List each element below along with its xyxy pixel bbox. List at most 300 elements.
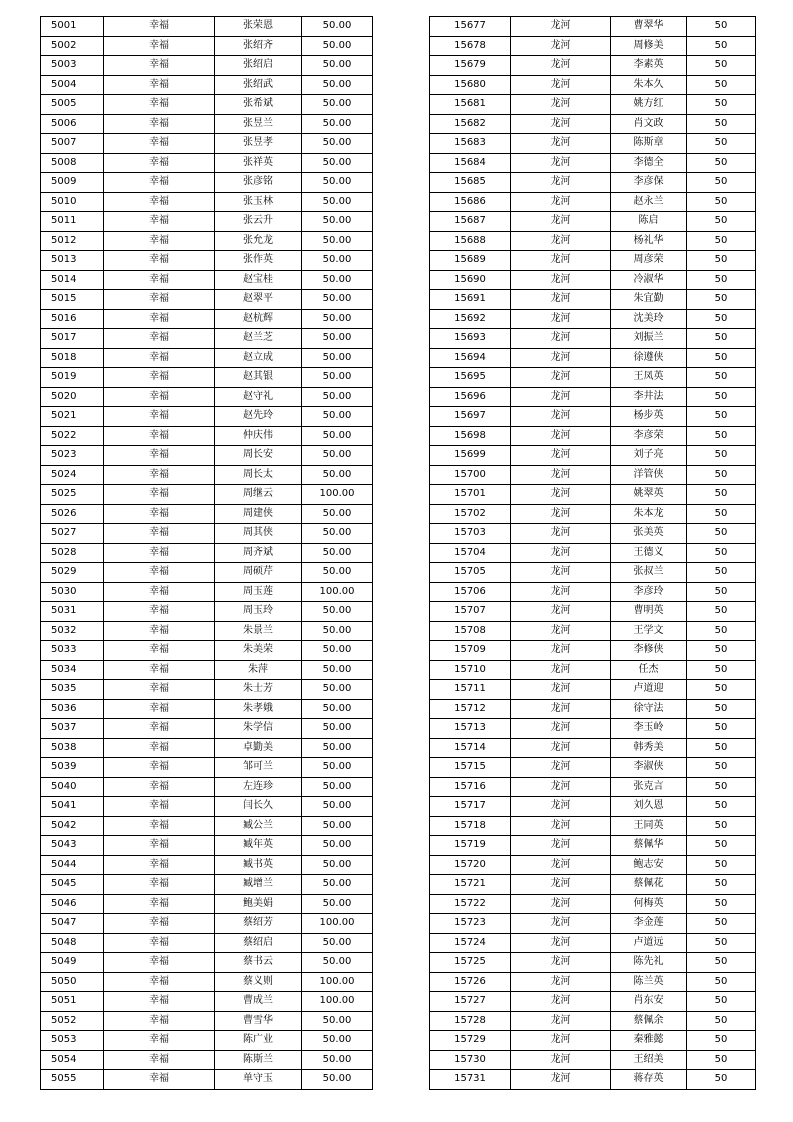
cell-region: 幸福 — [104, 543, 215, 563]
cell-id: 15687 — [430, 212, 511, 232]
table-row — [41, 407, 373, 427]
cell-region: 幸福 — [104, 348, 215, 368]
cell-region: 幸福 — [104, 387, 215, 407]
cell-name: 杨步英 — [611, 407, 687, 427]
cell-id: 5008 — [41, 153, 104, 173]
cell-name: 李井法 — [611, 387, 687, 407]
cell-amount: 50 — [687, 719, 756, 739]
cell-amount: 50 — [687, 504, 756, 524]
cell-id: 15693 — [430, 329, 511, 349]
cell-id: 5049 — [41, 953, 104, 973]
cell-name: 肖东安 — [611, 992, 687, 1012]
cell-name: 杨礼华 — [611, 231, 687, 251]
cell-amount: 50.00 — [302, 875, 373, 895]
cell-name: 蒋存英 — [611, 1070, 687, 1090]
cell-id: 5032 — [41, 621, 104, 641]
table-row — [430, 933, 756, 953]
cell-region: 龙河 — [511, 1031, 611, 1051]
cell-region: 幸福 — [104, 17, 215, 37]
cell-amount: 50 — [687, 348, 756, 368]
table-row — [41, 875, 373, 895]
cell-region: 龙河 — [511, 953, 611, 973]
cell-amount: 50.00 — [302, 836, 373, 856]
table-row — [41, 777, 373, 797]
cell-region: 龙河 — [511, 212, 611, 232]
cell-name: 朱萍 — [215, 660, 302, 680]
cell-id: 15684 — [430, 153, 511, 173]
cell-name: 李素英 — [611, 56, 687, 76]
table-row — [41, 758, 373, 778]
cell-name: 邹可兰 — [215, 758, 302, 778]
cell-region: 幸福 — [104, 582, 215, 602]
cell-region: 龙河 — [511, 114, 611, 134]
cell-amount: 50 — [687, 543, 756, 563]
cell-region: 幸福 — [104, 114, 215, 134]
table-row — [430, 407, 756, 427]
table-row — [41, 1070, 373, 1090]
cell-name: 周玉莲 — [215, 582, 302, 602]
cell-name: 赵兰芝 — [215, 329, 302, 349]
cell-name: 张玉林 — [215, 192, 302, 212]
cell-region: 龙河 — [511, 173, 611, 193]
cell-amount: 50.00 — [302, 114, 373, 134]
cell-amount: 50 — [687, 563, 756, 583]
cell-region: 幸福 — [104, 95, 215, 115]
cell-name: 臧书英 — [215, 855, 302, 875]
cell-id: 15715 — [430, 758, 511, 778]
table-row — [41, 719, 373, 739]
table-row — [41, 914, 373, 934]
cell-amount: 50.00 — [302, 797, 373, 817]
cell-name: 卓勤美 — [215, 738, 302, 758]
cell-name: 张克言 — [611, 777, 687, 797]
cell-name: 卢道迎 — [611, 680, 687, 700]
table-row — [41, 348, 373, 368]
cell-id: 5048 — [41, 933, 104, 953]
cell-id: 15726 — [430, 972, 511, 992]
cell-id: 5044 — [41, 855, 104, 875]
cell-region: 龙河 — [511, 875, 611, 895]
cell-name: 李玉岭 — [611, 719, 687, 739]
cell-id: 15721 — [430, 875, 511, 895]
table-row — [41, 894, 373, 914]
table-row — [430, 699, 756, 719]
cell-id: 5033 — [41, 641, 104, 661]
table-row — [41, 173, 373, 193]
cell-id: 5047 — [41, 914, 104, 934]
cell-id: 5011 — [41, 212, 104, 232]
table-row — [41, 387, 373, 407]
cell-id: 15703 — [430, 524, 511, 544]
table-row — [41, 699, 373, 719]
cell-name: 张美英 — [611, 524, 687, 544]
cell-region: 龙河 — [511, 582, 611, 602]
cell-id: 5039 — [41, 758, 104, 778]
table-row — [430, 660, 756, 680]
cell-amount: 50 — [687, 894, 756, 914]
cell-region: 幸福 — [104, 699, 215, 719]
cell-amount: 50 — [687, 56, 756, 76]
cell-region: 幸福 — [104, 329, 215, 349]
cell-region: 幸福 — [104, 816, 215, 836]
cell-region: 幸福 — [104, 972, 215, 992]
cell-amount: 50 — [687, 855, 756, 875]
cell-id: 5004 — [41, 75, 104, 95]
cell-region: 幸福 — [104, 465, 215, 485]
cell-name: 李金莲 — [611, 914, 687, 934]
cell-id: 15690 — [430, 270, 511, 290]
cell-name: 王凤英 — [611, 368, 687, 388]
cell-amount: 50 — [687, 1070, 756, 1090]
cell-region: 幸福 — [104, 426, 215, 446]
cell-region: 龙河 — [511, 836, 611, 856]
table-row — [41, 212, 373, 232]
cell-region: 幸福 — [104, 212, 215, 232]
cell-amount: 50.00 — [302, 387, 373, 407]
table-row — [430, 153, 756, 173]
cell-region: 幸福 — [104, 446, 215, 466]
table-row — [41, 855, 373, 875]
cell-amount: 50.00 — [302, 543, 373, 563]
cell-id: 15729 — [430, 1031, 511, 1051]
cell-id: 5005 — [41, 95, 104, 115]
cell-id: 15712 — [430, 699, 511, 719]
cell-amount: 50 — [687, 153, 756, 173]
table-row — [430, 309, 756, 329]
cell-name: 曹雪华 — [215, 1011, 302, 1031]
table-row — [430, 992, 756, 1012]
table-row — [41, 1031, 373, 1051]
table-row — [41, 465, 373, 485]
cell-region: 龙河 — [511, 972, 611, 992]
table-row — [430, 368, 756, 388]
cell-id: 15696 — [430, 387, 511, 407]
cell-name: 周硕芹 — [215, 563, 302, 583]
cell-region: 龙河 — [511, 738, 611, 758]
cell-region: 龙河 — [511, 192, 611, 212]
table-row — [41, 426, 373, 446]
table-row — [430, 953, 756, 973]
cell-name: 赵守礼 — [215, 387, 302, 407]
cell-amount: 50 — [687, 758, 756, 778]
cell-amount: 50.00 — [302, 173, 373, 193]
cell-name: 赵永兰 — [611, 192, 687, 212]
cell-id: 5054 — [41, 1050, 104, 1070]
cell-amount: 50 — [687, 738, 756, 758]
cell-region: 幸福 — [104, 1031, 215, 1051]
cell-id: 15706 — [430, 582, 511, 602]
cell-id: 5046 — [41, 894, 104, 914]
table-row — [41, 114, 373, 134]
cell-name: 张荣恩 — [215, 17, 302, 37]
cell-id: 15679 — [430, 56, 511, 76]
table-row — [41, 1050, 373, 1070]
cell-region: 幸福 — [104, 1011, 215, 1031]
cell-amount: 50 — [687, 992, 756, 1012]
cell-name: 徐遵侠 — [611, 348, 687, 368]
cell-name: 李德全 — [611, 153, 687, 173]
cell-id: 5013 — [41, 251, 104, 271]
cell-id: 5018 — [41, 348, 104, 368]
cell-id: 15707 — [430, 602, 511, 622]
cell-amount: 50 — [687, 914, 756, 934]
cell-id: 15692 — [430, 309, 511, 329]
cell-amount: 50.00 — [302, 75, 373, 95]
cell-name: 曹翠华 — [611, 17, 687, 37]
cell-region: 龙河 — [511, 290, 611, 310]
table-row — [41, 933, 373, 953]
right-table — [429, 16, 756, 1090]
cell-name: 陈广业 — [215, 1031, 302, 1051]
table-row — [430, 797, 756, 817]
cell-region: 龙河 — [511, 309, 611, 329]
cell-amount: 50.00 — [302, 134, 373, 154]
cell-amount: 50 — [687, 231, 756, 251]
cell-name: 蔡义则 — [215, 972, 302, 992]
table-row — [41, 251, 373, 271]
table-row — [430, 446, 756, 466]
cell-name: 刘子亮 — [611, 446, 687, 466]
cell-amount: 50 — [687, 485, 756, 505]
cell-amount: 50 — [687, 192, 756, 212]
table-row — [430, 75, 756, 95]
cell-amount: 50.00 — [302, 855, 373, 875]
cell-amount: 50 — [687, 387, 756, 407]
cell-id: 5024 — [41, 465, 104, 485]
cell-region: 幸福 — [104, 290, 215, 310]
cell-amount: 50 — [687, 816, 756, 836]
cell-region: 龙河 — [511, 348, 611, 368]
cell-region: 龙河 — [511, 992, 611, 1012]
table-row — [430, 738, 756, 758]
table-row — [41, 660, 373, 680]
cell-region: 幸福 — [104, 270, 215, 290]
cell-amount: 50 — [687, 290, 756, 310]
cell-name: 曹成兰 — [215, 992, 302, 1012]
cell-region: 龙河 — [511, 407, 611, 427]
cell-region: 龙河 — [511, 914, 611, 934]
cell-id: 5017 — [41, 329, 104, 349]
cell-name: 蔡绍启 — [215, 933, 302, 953]
cell-region: 幸福 — [104, 641, 215, 661]
cell-amount: 50.00 — [302, 465, 373, 485]
cell-amount: 50.00 — [302, 777, 373, 797]
cell-amount: 50.00 — [302, 680, 373, 700]
cell-amount: 50.00 — [302, 933, 373, 953]
table-row — [430, 563, 756, 583]
cell-region: 龙河 — [511, 894, 611, 914]
cell-region: 龙河 — [511, 36, 611, 56]
cell-id: 5020 — [41, 387, 104, 407]
cell-region: 龙河 — [511, 933, 611, 953]
table-row — [430, 56, 756, 76]
cell-name: 刘振兰 — [611, 329, 687, 349]
cell-region: 幸福 — [104, 933, 215, 953]
cell-amount: 50 — [687, 836, 756, 856]
table-row — [430, 270, 756, 290]
cell-id: 15680 — [430, 75, 511, 95]
cell-region: 幸福 — [104, 251, 215, 271]
table-row — [430, 114, 756, 134]
table-row — [430, 621, 756, 641]
cell-id: 15682 — [430, 114, 511, 134]
cell-region: 幸福 — [104, 231, 215, 251]
cell-region: 幸福 — [104, 36, 215, 56]
table-row — [430, 504, 756, 524]
cell-id: 5042 — [41, 816, 104, 836]
cell-id: 15728 — [430, 1011, 511, 1031]
table-row — [41, 582, 373, 602]
table-row — [430, 680, 756, 700]
cell-region: 幸福 — [104, 914, 215, 934]
cell-id: 15719 — [430, 836, 511, 856]
cell-name: 王绍美 — [611, 1050, 687, 1070]
cell-id: 15716 — [430, 777, 511, 797]
cell-amount: 100.00 — [302, 992, 373, 1012]
table-row — [430, 387, 756, 407]
cell-amount: 100.00 — [302, 914, 373, 934]
cell-id: 5050 — [41, 972, 104, 992]
table-row — [41, 56, 373, 76]
cell-amount: 100.00 — [302, 972, 373, 992]
table-row — [430, 641, 756, 661]
cell-name: 张彦铭 — [215, 173, 302, 193]
cell-name: 李修侠 — [611, 641, 687, 661]
cell-amount: 50 — [687, 680, 756, 700]
cell-name: 洋管侠 — [611, 465, 687, 485]
cell-name: 周玉玲 — [215, 602, 302, 622]
table-row — [430, 36, 756, 56]
cell-region: 龙河 — [511, 1050, 611, 1070]
table-row — [430, 1050, 756, 1070]
cell-name: 周齐斌 — [215, 543, 302, 563]
cell-id: 5051 — [41, 992, 104, 1012]
cell-region: 幸福 — [104, 953, 215, 973]
cell-id: 15731 — [430, 1070, 511, 1090]
cell-name: 朱士芳 — [215, 680, 302, 700]
cell-region: 幸福 — [104, 309, 215, 329]
cell-name: 张叔兰 — [611, 563, 687, 583]
table-row — [41, 816, 373, 836]
cell-region: 龙河 — [511, 777, 611, 797]
cell-name: 张绍齐 — [215, 36, 302, 56]
cell-region: 龙河 — [511, 1070, 611, 1090]
cell-region: 龙河 — [511, 75, 611, 95]
cell-id: 15713 — [430, 719, 511, 739]
cell-name: 任杰 — [611, 660, 687, 680]
cell-amount: 50 — [687, 134, 756, 154]
table-row — [41, 621, 373, 641]
cell-id: 15688 — [430, 231, 511, 251]
cell-amount: 50.00 — [302, 290, 373, 310]
cell-amount: 50.00 — [302, 36, 373, 56]
cell-id: 5025 — [41, 485, 104, 505]
table-row — [41, 602, 373, 622]
cell-name: 鲍志安 — [611, 855, 687, 875]
table-row — [41, 290, 373, 310]
table-row — [430, 212, 756, 232]
table-row — [41, 75, 373, 95]
cell-name: 张作英 — [215, 251, 302, 271]
cell-name: 朱本龙 — [611, 504, 687, 524]
cell-id: 15691 — [430, 290, 511, 310]
cell-amount: 50 — [687, 602, 756, 622]
cell-id: 15694 — [430, 348, 511, 368]
table-row — [430, 836, 756, 856]
cell-amount: 50.00 — [302, 270, 373, 290]
cell-id: 5007 — [41, 134, 104, 154]
table-row — [430, 251, 756, 271]
cell-id: 5010 — [41, 192, 104, 212]
cell-amount: 50 — [687, 212, 756, 232]
cell-id: 15700 — [430, 465, 511, 485]
table-row — [41, 270, 373, 290]
cell-region: 龙河 — [511, 231, 611, 251]
cell-amount: 50 — [687, 1050, 756, 1070]
cell-id: 5035 — [41, 680, 104, 700]
table-row — [430, 875, 756, 895]
cell-id: 15689 — [430, 251, 511, 271]
cell-name: 刘久恩 — [611, 797, 687, 817]
cell-id: 5019 — [41, 368, 104, 388]
table-row — [430, 329, 756, 349]
table-row — [430, 465, 756, 485]
cell-amount: 50.00 — [302, 816, 373, 836]
cell-name: 蔡佩花 — [611, 875, 687, 895]
cell-name: 鲍美娟 — [215, 894, 302, 914]
cell-id: 5053 — [41, 1031, 104, 1051]
cell-amount: 50.00 — [302, 894, 373, 914]
cell-amount: 50 — [687, 797, 756, 817]
table-row — [41, 953, 373, 973]
cell-region: 幸福 — [104, 134, 215, 154]
cell-name: 陈斯兰 — [215, 1050, 302, 1070]
cell-name: 王德义 — [611, 543, 687, 563]
cell-id: 5023 — [41, 446, 104, 466]
cell-name: 张昱兰 — [215, 114, 302, 134]
cell-region: 幸福 — [104, 719, 215, 739]
cell-name: 周长安 — [215, 446, 302, 466]
cell-amount: 50.00 — [302, 621, 373, 641]
table-row — [41, 36, 373, 56]
cell-region: 幸福 — [104, 407, 215, 427]
cell-id: 15699 — [430, 446, 511, 466]
cell-name: 单守玉 — [215, 1070, 302, 1090]
cell-id: 15697 — [430, 407, 511, 427]
table-row — [430, 1011, 756, 1031]
table-row — [41, 309, 373, 329]
cell-id: 5040 — [41, 777, 104, 797]
table-row — [41, 504, 373, 524]
cell-id: 15683 — [430, 134, 511, 154]
cell-region: 幸福 — [104, 56, 215, 76]
cell-amount: 100.00 — [302, 485, 373, 505]
table-row — [430, 602, 756, 622]
table-row — [430, 758, 756, 778]
cell-amount: 50 — [687, 251, 756, 271]
cell-amount: 50.00 — [302, 1050, 373, 1070]
cell-id: 5029 — [41, 563, 104, 583]
cell-amount: 50.00 — [302, 563, 373, 583]
table-row — [430, 134, 756, 154]
cell-name: 蔡绍芳 — [215, 914, 302, 934]
cell-name: 张云升 — [215, 212, 302, 232]
cell-id: 15708 — [430, 621, 511, 641]
cell-name: 张绍武 — [215, 75, 302, 95]
cell-amount: 50.00 — [302, 446, 373, 466]
table-row — [41, 134, 373, 154]
cell-name: 朱孝娥 — [215, 699, 302, 719]
